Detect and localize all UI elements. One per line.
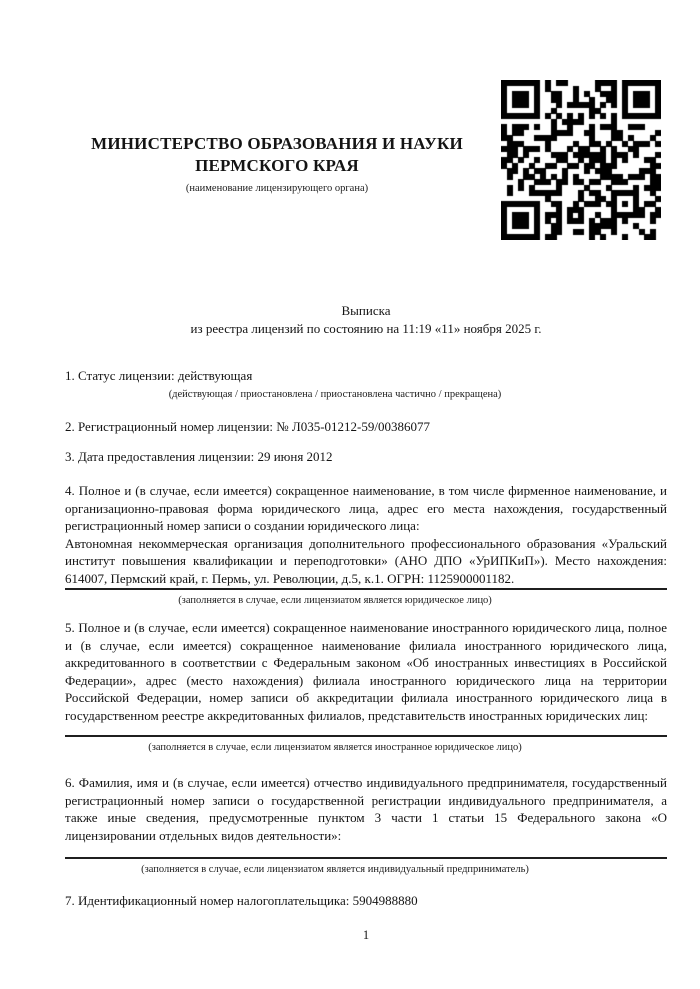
page-number: 1 — [362, 928, 370, 942]
license-item-inn — [65, 892, 667, 910]
authority-name-caption: (наименование лицензирующего органа) — [185, 183, 369, 194]
document-title — [65, 302, 667, 337]
license-status-caption: (действующая / приостановлена / приостановлена частично / прекращена) — [168, 388, 502, 400]
document-title-line-1: Выписка — [341, 303, 391, 318]
license-item-legal-entity — [65, 482, 667, 607]
entrepreneur-caption: (заполняется в случае, если лицензиатом является индивидуальный предприниматель) — [141, 864, 529, 875]
qr-code-icon — [501, 80, 661, 240]
registration-number-text: 2. Регистрационный номер лицензии: № Л035-01212-59/00386077 — [65, 419, 431, 434]
license-item-status — [65, 367, 667, 401]
foreign-entity-caption: (заполняется в случае, если лицензиатом является иностранное юридическое лицо) — [148, 742, 522, 753]
document-title-line-2: из реестра лицензий по состоянию на 11:19 «11» ноября 2025 г. — [190, 320, 542, 336]
license-item-foreign-entity — [65, 619, 667, 754]
license-item-registration-number — [65, 418, 667, 436]
license-status-text: 1. Статус лицензии: действующая — [65, 368, 253, 383]
fill-in-line — [65, 588, 667, 590]
fill-in-line — [65, 735, 667, 737]
license-item-entrepreneur — [65, 774, 667, 876]
licensing-authority-header — [65, 133, 489, 195]
legal-entity-label: 4. Полное и (в случае, если имеется) сокращенное наименование, в том числе фирменное наименование, и организационно-правовая форма юридического лица, адрес его места нахождения, государственный регистрационный номер записи о создании юридического лица: — [65, 483, 667, 533]
authority-name-line-2: ПЕРМСКОГО КРАЯ — [195, 156, 359, 175]
fill-in-line — [65, 857, 667, 859]
inn-text: 7. Идентификационный номер налогоплательщика: 5904988880 — [65, 893, 418, 908]
entrepreneur-label: 6. Фамилия, имя и (в случае, если имеется) отчество индивидуального предпринимателя, государственный регистрационный номер записи о государственной регистрации индивидуального предпринимателя, а также иные сведения, предусмотренные пунктом 3 части 1 статьи 15 Федерального закона «О лицензировании отдельных видов деятельности»: — [65, 775, 667, 843]
qr-code-canvas — [501, 80, 661, 240]
grant-date-text: 3. Дата предоставления лицензии: 29 июня 2012 — [65, 449, 333, 464]
authority-name-line-1: МИНИСТЕРСТВО ОБРАЗОВАНИЯ И НАУКИ — [91, 134, 463, 153]
foreign-entity-label: 5. Полное и (в случае, если имеется) сокращенное наименование иностранного юридического лица, полное и (в случае, если имеется) сокращенное наименование филиала иностранного юридического лица, аккредитованного в соответствии с Федеральным законом «Об иностранных инвестициях в Российской Федерации», адрес (место нахождения) филиала иностранного юридического лица на территории Российской Федерации, номер записи об аккредитации филиала иностранного юридического лица в государственном реестре аккредитованных филиалов, представительств иностранных юридических лиц: — [65, 620, 667, 723]
legal-entity-caption: (заполняется в случае, если лицензиатом является юридическое лицо) — [178, 595, 492, 606]
legal-entity-value: Автономная некоммерческая организация дополнительного профессионального образования «Уральский институт повышения квалификации и переподготовки» (АНО ДПО «УрИПКиП»). Место нахождения: 614007, Пермский край, г. Пермь, ул. Революции, д.5, к.1. ОГРН: 1125900001182. — [65, 535, 667, 586]
license-item-grant-date — [65, 448, 667, 466]
